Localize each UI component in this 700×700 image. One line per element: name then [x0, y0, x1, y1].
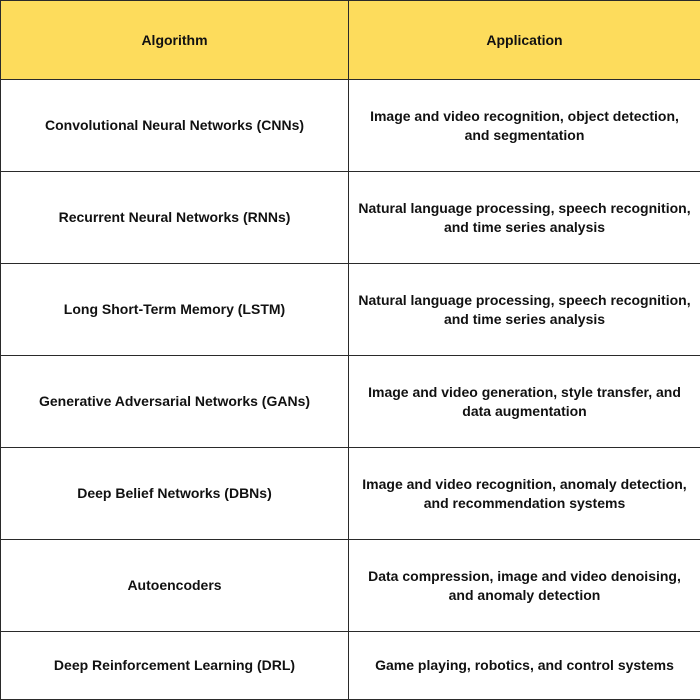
- application-line: Image and video recognition, anomaly detection,: [362, 475, 687, 492]
- table-row: [1, 632, 700, 700]
- application-line: Image and video generation, style transfer, and: [368, 383, 681, 400]
- application-cell: [349, 632, 700, 700]
- application-line: and recommendation systems: [423, 494, 626, 511]
- application-line: Natural language processing, speech recognition,: [358, 199, 691, 216]
- table-row: [1, 448, 700, 540]
- algorithm-cell: Deep Reinforcement Learning (DRL): [1, 632, 349, 700]
- application-line: Data compression, image and video denoising,: [368, 567, 681, 584]
- application-line: data augmentation: [462, 402, 587, 419]
- application-line: and time series analysis: [443, 310, 606, 327]
- algorithm-cell: Recurrent Neural Networks (RNNs): [1, 172, 349, 264]
- table-row: [1, 80, 700, 172]
- application-cell: [349, 172, 700, 264]
- header-row: [1, 1, 700, 80]
- table-row: [1, 356, 700, 448]
- application-line: Image and video recognition, object detection,: [370, 107, 679, 124]
- algorithm-cell: Long Short-Term Memory (LSTM): [1, 264, 349, 356]
- application-line: and time series analysis: [443, 218, 606, 235]
- algorithm-cell: Convolutional Neural Networks (CNNs): [1, 80, 349, 172]
- table-row: [1, 540, 700, 632]
- application-cell: [349, 356, 700, 448]
- application-cell: [349, 264, 700, 356]
- header-algorithm: Algorithm: [1, 1, 349, 80]
- application-line: Game playing, robotics, and control systems: [375, 657, 674, 673]
- application-cell: [349, 80, 700, 172]
- algorithm-cell: Deep Belief Networks (DBNs): [1, 448, 349, 540]
- application-line: Natural language processing, speech recognition,: [358, 291, 691, 308]
- application-line: and segmentation: [464, 126, 585, 143]
- application-line: and anomaly detection: [448, 586, 601, 603]
- table-row: [1, 172, 700, 264]
- application-cell: [349, 448, 700, 540]
- algorithm-cell: Generative Adversarial Networks (GANs): [1, 356, 349, 448]
- header-application: Application: [349, 1, 700, 80]
- table-row: [1, 264, 700, 356]
- algorithm-cell: Autoencoders: [1, 540, 349, 632]
- application-cell: [349, 540, 700, 632]
